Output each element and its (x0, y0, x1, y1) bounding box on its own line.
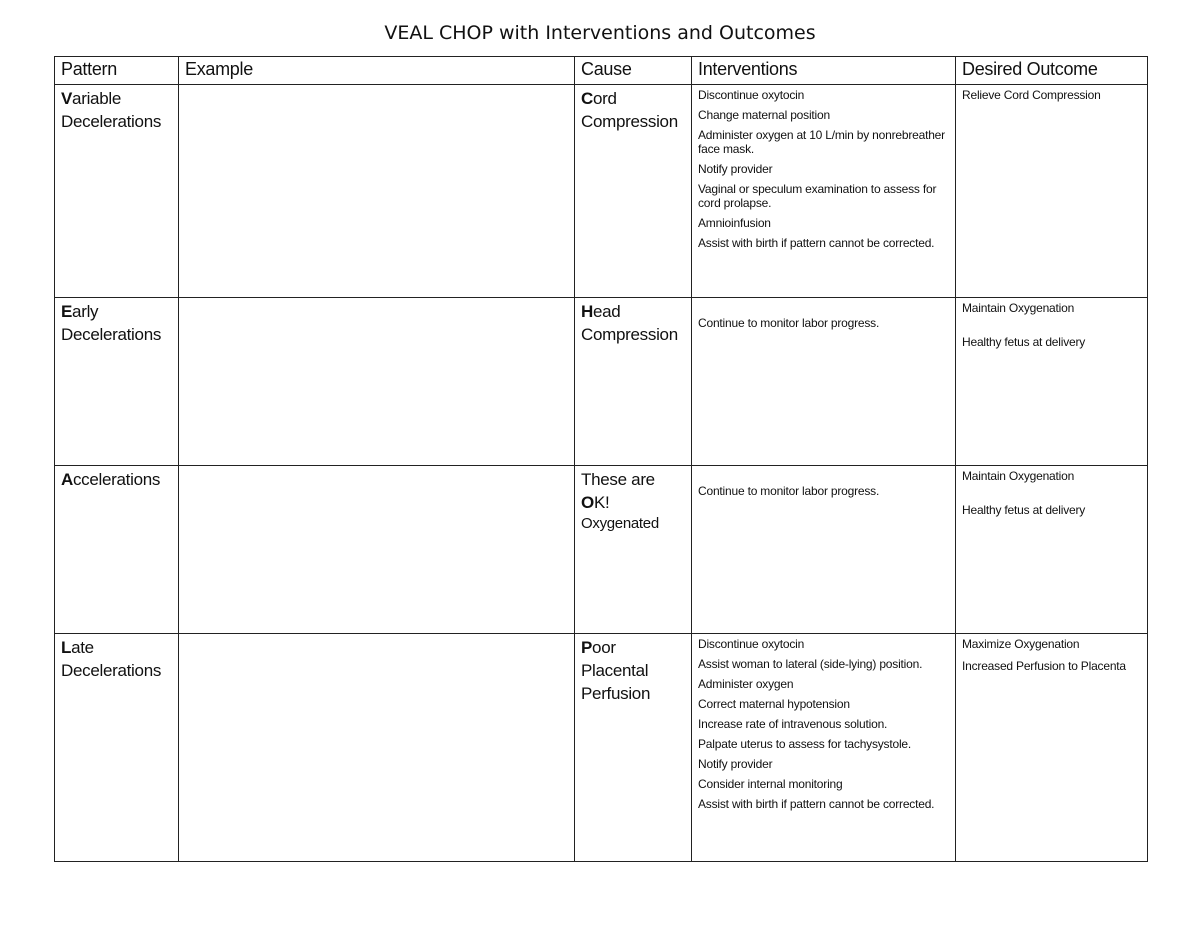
cause-text-line2: Compression (581, 325, 678, 344)
cause-text-line2: K! (593, 493, 610, 512)
document-title: VEAL CHOP with Interventions and Outcomes (384, 22, 816, 44)
outcome-item: Healthy fetus at delivery (962, 335, 1086, 349)
interventions-cell (692, 466, 956, 634)
header-pattern: Pattern (55, 57, 179, 85)
outcome-item: Healthy fetus at delivery (962, 503, 1086, 517)
outcome-item: Maintain Oxygenation (962, 301, 1075, 315)
pattern-text: ccelerations (72, 470, 161, 489)
intervention-item: Continue to monitor labor progress. (698, 316, 880, 330)
pattern-letter: E (61, 302, 73, 321)
pattern-text-line2: Decelerations (61, 325, 162, 344)
cause-cell (575, 298, 692, 466)
cause-text: ord (592, 89, 617, 108)
intervention-item: Palpate uterus to assess for tachysystole. (698, 737, 912, 751)
cause-text-line2: Placental (581, 661, 649, 680)
intervention-item: Vaginal or speculum examination to assess for cord prolapse. (698, 182, 937, 210)
outcome-item: Maintain Oxygenation (962, 469, 1075, 483)
intervention-item: Discontinue oxytocin (698, 637, 805, 651)
pattern-text: ate (71, 638, 94, 657)
intervention-item: Assist with birth if pattern cannot be corrected. (698, 236, 935, 250)
pattern-text-line2: Decelerations (61, 112, 162, 131)
intervention-item: Continue to monitor labor progress. (698, 484, 880, 498)
outcome-cell (956, 298, 1148, 466)
pattern-cell (55, 85, 179, 298)
intervention-item: Assist woman to lateral (side-lying) position. (698, 657, 923, 671)
interventions-cell (692, 298, 956, 466)
intervention-item: Change maternal position (698, 108, 830, 122)
header-row (55, 57, 1148, 85)
example-strip-cell (179, 85, 575, 298)
intervention-item: Assist with birth if pattern cannot be corrected. (698, 797, 935, 811)
cause-letter: H (581, 302, 593, 321)
outcome-item: Maximize Oxygenation (962, 637, 1080, 651)
header-outcome: Desired Outcome (956, 57, 1148, 85)
interventions-cell (692, 634, 956, 862)
outcome-cell (956, 466, 1148, 634)
cause-letter: O (581, 493, 594, 512)
pattern-letter: L (61, 638, 72, 657)
veal-chop-table (54, 56, 1148, 862)
cause-text-line3: Perfusion (581, 684, 651, 703)
example-strip-cell (179, 466, 575, 634)
pattern-cell (55, 298, 179, 466)
intervention-item: Notify provider (698, 162, 773, 176)
cause-text: ead (592, 302, 621, 321)
example-strip-cell (179, 634, 575, 862)
pattern-text-line2: Decelerations (61, 661, 162, 680)
outcome-item: Increased Perfusion to Placenta (962, 659, 1126, 673)
pattern-text: arly (72, 302, 99, 321)
intervention-item: Discontinue oxytocin (698, 88, 805, 102)
pattern-letter: A (61, 470, 73, 489)
outcome-cell (956, 85, 1148, 298)
table-row-variable (55, 85, 1148, 298)
outcome-cell (956, 634, 1148, 862)
intervention-item: Amnioinfusion (698, 216, 771, 230)
table-row-late (55, 634, 1148, 862)
intervention-item: Administer oxygen (698, 677, 794, 691)
outcome-item: Relieve Cord Compression (962, 88, 1101, 102)
cause-text: These are (581, 470, 655, 489)
header-cause: Cause (575, 57, 692, 85)
cause-text: oor (592, 638, 616, 657)
intervention-item: Correct maternal hypotension (698, 697, 850, 711)
cause-letter: C (581, 89, 593, 108)
cause-cell (575, 466, 692, 634)
intervention-item: Increase rate of intravenous solution. (698, 717, 888, 731)
cause-text-line2: Compression (581, 112, 678, 131)
pattern-text: ariable (72, 89, 121, 108)
intervention-item: Consider internal monitoring (698, 777, 843, 791)
table-row-early (55, 298, 1148, 466)
pattern-cell (55, 634, 179, 862)
interventions-cell (692, 85, 956, 298)
cause-cell (575, 85, 692, 298)
example-strip-cell (179, 298, 575, 466)
pattern-letter: V (61, 89, 73, 108)
header-interventions: Interventions (692, 57, 956, 85)
intervention-item: Administer oxygen at 10 L/min by nonrebreather face mask. (698, 128, 945, 156)
cause-text-line3: Oxygenated (581, 515, 659, 532)
cause-letter: P (581, 638, 593, 657)
cause-cell (575, 634, 692, 862)
table-row-accelerations (55, 466, 1148, 634)
pattern-cell (55, 466, 179, 634)
intervention-item: Notify provider (698, 757, 773, 771)
header-example: Example (179, 57, 575, 85)
